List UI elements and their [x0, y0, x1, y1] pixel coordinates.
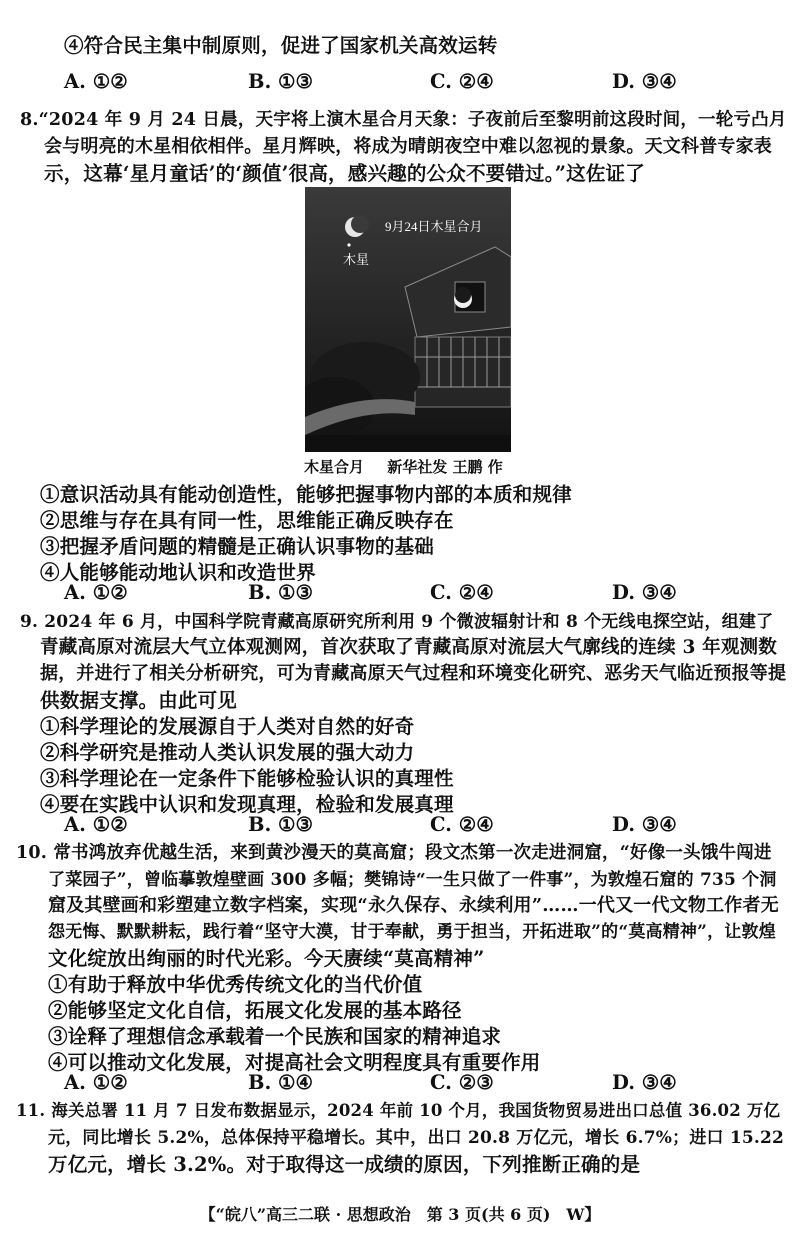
- q7-statement-4: ④符合民主集中制原则，促进了国家机关高效运转: [64, 34, 498, 57]
- q9-options: [64, 813, 684, 839]
- q10-line-2: 了菜园子”，曾临摹敦煌壁画 300 多幅；樊锦诗“一生只做了一件事”，为敦煌石窟的 735 个洞: [48, 870, 777, 890]
- q7-option-a: A. ①②: [64, 70, 128, 93]
- q8-line-3: 示，这幕‘星月童话’的‘颜值’很高，感兴趣的公众不要错过。”这佐证了: [44, 162, 645, 185]
- q9-statement-2: ②科学研究是推动人类认识发展的强大动力: [40, 741, 415, 764]
- q10-statement-4: ④可以推动文化发展，对提高社会文明程度具有重要作用: [48, 1051, 541, 1074]
- q8-option-d: D. ③④: [612, 581, 677, 604]
- q10-option-b: B. ①④: [248, 1071, 314, 1094]
- q7-option-d: D. ③④: [612, 70, 677, 93]
- q8-option-b: B. ①③: [248, 581, 314, 604]
- q8-statement-4: ④人能够能动地认识和改造世界: [40, 561, 316, 584]
- q8-line-1: 8.“2024 年 9 月 24 日晨，天宇将上演木星合月天象：子夜前后至黎明前这段时间，一轮亏凸月: [20, 110, 787, 130]
- q7-option-c: C. ②④: [430, 70, 494, 93]
- moon-jupiter-illustration: [305, 187, 511, 452]
- q8-statement-2: ②思维与存在具有同一性，思维能正确反映存在: [40, 509, 454, 532]
- q10-statement-2: ②能够坚定文化自信，拓展文化发展的基本路径: [48, 999, 462, 1022]
- q11-line-2: 元，同比增长 5.2%，总体保持平稳增长。其中，出口 20.8 万亿元，增长 6.7%；进口 15.22: [48, 1128, 785, 1148]
- q7-option-b: B. ①③: [248, 70, 314, 93]
- q8-statement-3: ③把握矛盾问题的精髓是正确认识事物的基础: [40, 535, 435, 558]
- q10-statement-3: ③诠释了理想信念承载着一个民族和国家的精神追求: [48, 1025, 502, 1048]
- q10-line-4: 怨无悔、默默耕耘，践行着“坚守大漠，甘于奉献，勇于担当，开拓进取”的“莫高精神”，让敦煌: [48, 922, 776, 942]
- jupiter-dot-icon: [347, 243, 350, 246]
- q10-option-c: C. ②③: [430, 1071, 494, 1094]
- q9-option-b: B. ①③: [248, 813, 314, 836]
- figure-title: 9月24日木星合月: [385, 219, 483, 234]
- q8-option-a: A. ①②: [64, 581, 128, 604]
- q10-line-5: 文化绽放出绚丽的时代光彩。今天赓续“莫高精神”: [48, 947, 485, 970]
- q9-statement-4: ④要在实践中认识和发现真理，检验和发展真理: [40, 793, 454, 816]
- q8-options: [64, 581, 684, 607]
- q10-line-1: 10. 常书鸿放弃优越生活，来到黄沙漫天的莫高窟；段文杰第一次走进洞窟，“好像一头饿牛闯进: [16, 843, 772, 863]
- q10-statement-1: ①有助于释放中华优秀传统文化的当代价值: [48, 973, 423, 996]
- q8-statement-1: ①意识活动具有能动创造性，能够把握事物内部的本质和规律: [40, 483, 572, 506]
- q10-option-d: D. ③④: [612, 1071, 677, 1094]
- page-footer: 【“皖八”高三二联 · 思想政治 第 3 页(共 6 页) W】: [199, 1205, 601, 1224]
- q9-line-2: 青藏高原对流层大气立体观测网，首次获取了青藏高原对流层大气廓线的连续 3 年观测数: [40, 637, 777, 658]
- q9-line-3: 据，并进行了相关分析研究，可为青藏高原天气过程和环境变化研究、恶劣天气临近预报等提: [40, 663, 787, 684]
- caption-source: 新华社发 王鹏 作: [387, 458, 503, 476]
- q11-line-3: 万亿元，增长 3.2%。对于取得这一成绩的原因，下列推断正确的是: [48, 1153, 641, 1176]
- figure-caption: [304, 456, 521, 477]
- q9-option-a: A. ①②: [64, 813, 128, 836]
- q10-option-a: A. ①②: [64, 1071, 128, 1094]
- q11-line-1: 11. 海关总署 11 月 7 日发布数据显示，2024 年前 10 个月，我国货物贸易进出口总值 36.02 万亿: [16, 1101, 781, 1120]
- q10-options: [64, 1071, 684, 1097]
- q9-line-1: 9. 2024 年 6 月，中国科学院青藏高原研究所利用 9 个微波辐射计和 8 个无线电探空站，组建了: [20, 612, 774, 632]
- q9-line-4: 供数据支撑。由此可见: [40, 689, 238, 712]
- q7-options: [64, 70, 684, 96]
- q9-statement-3: ③科学理论在一定条件下能够检验认识的真理性: [40, 767, 454, 790]
- figure-planet-label: 木星: [343, 252, 370, 267]
- q9-statement-1: ①科学理论的发展源自于人类对自然的好奇: [40, 715, 415, 738]
- q8-line-2: 会与明亮的木星相依相伴。星月辉映，将成为晴朗夜空中难以忽视的景象。天文科普专家表: [44, 136, 772, 157]
- q8-option-c: C. ②④: [430, 581, 494, 604]
- caption-name: 木星合月: [304, 458, 365, 476]
- q10-line-3: 窟及其壁画和彩塑建立数字档案，实现“永久保存、永续利用”……一代又一代文物工作者无: [48, 895, 779, 916]
- q9-option-c: C. ②④: [430, 813, 494, 836]
- q9-option-d: D. ③④: [612, 813, 677, 836]
